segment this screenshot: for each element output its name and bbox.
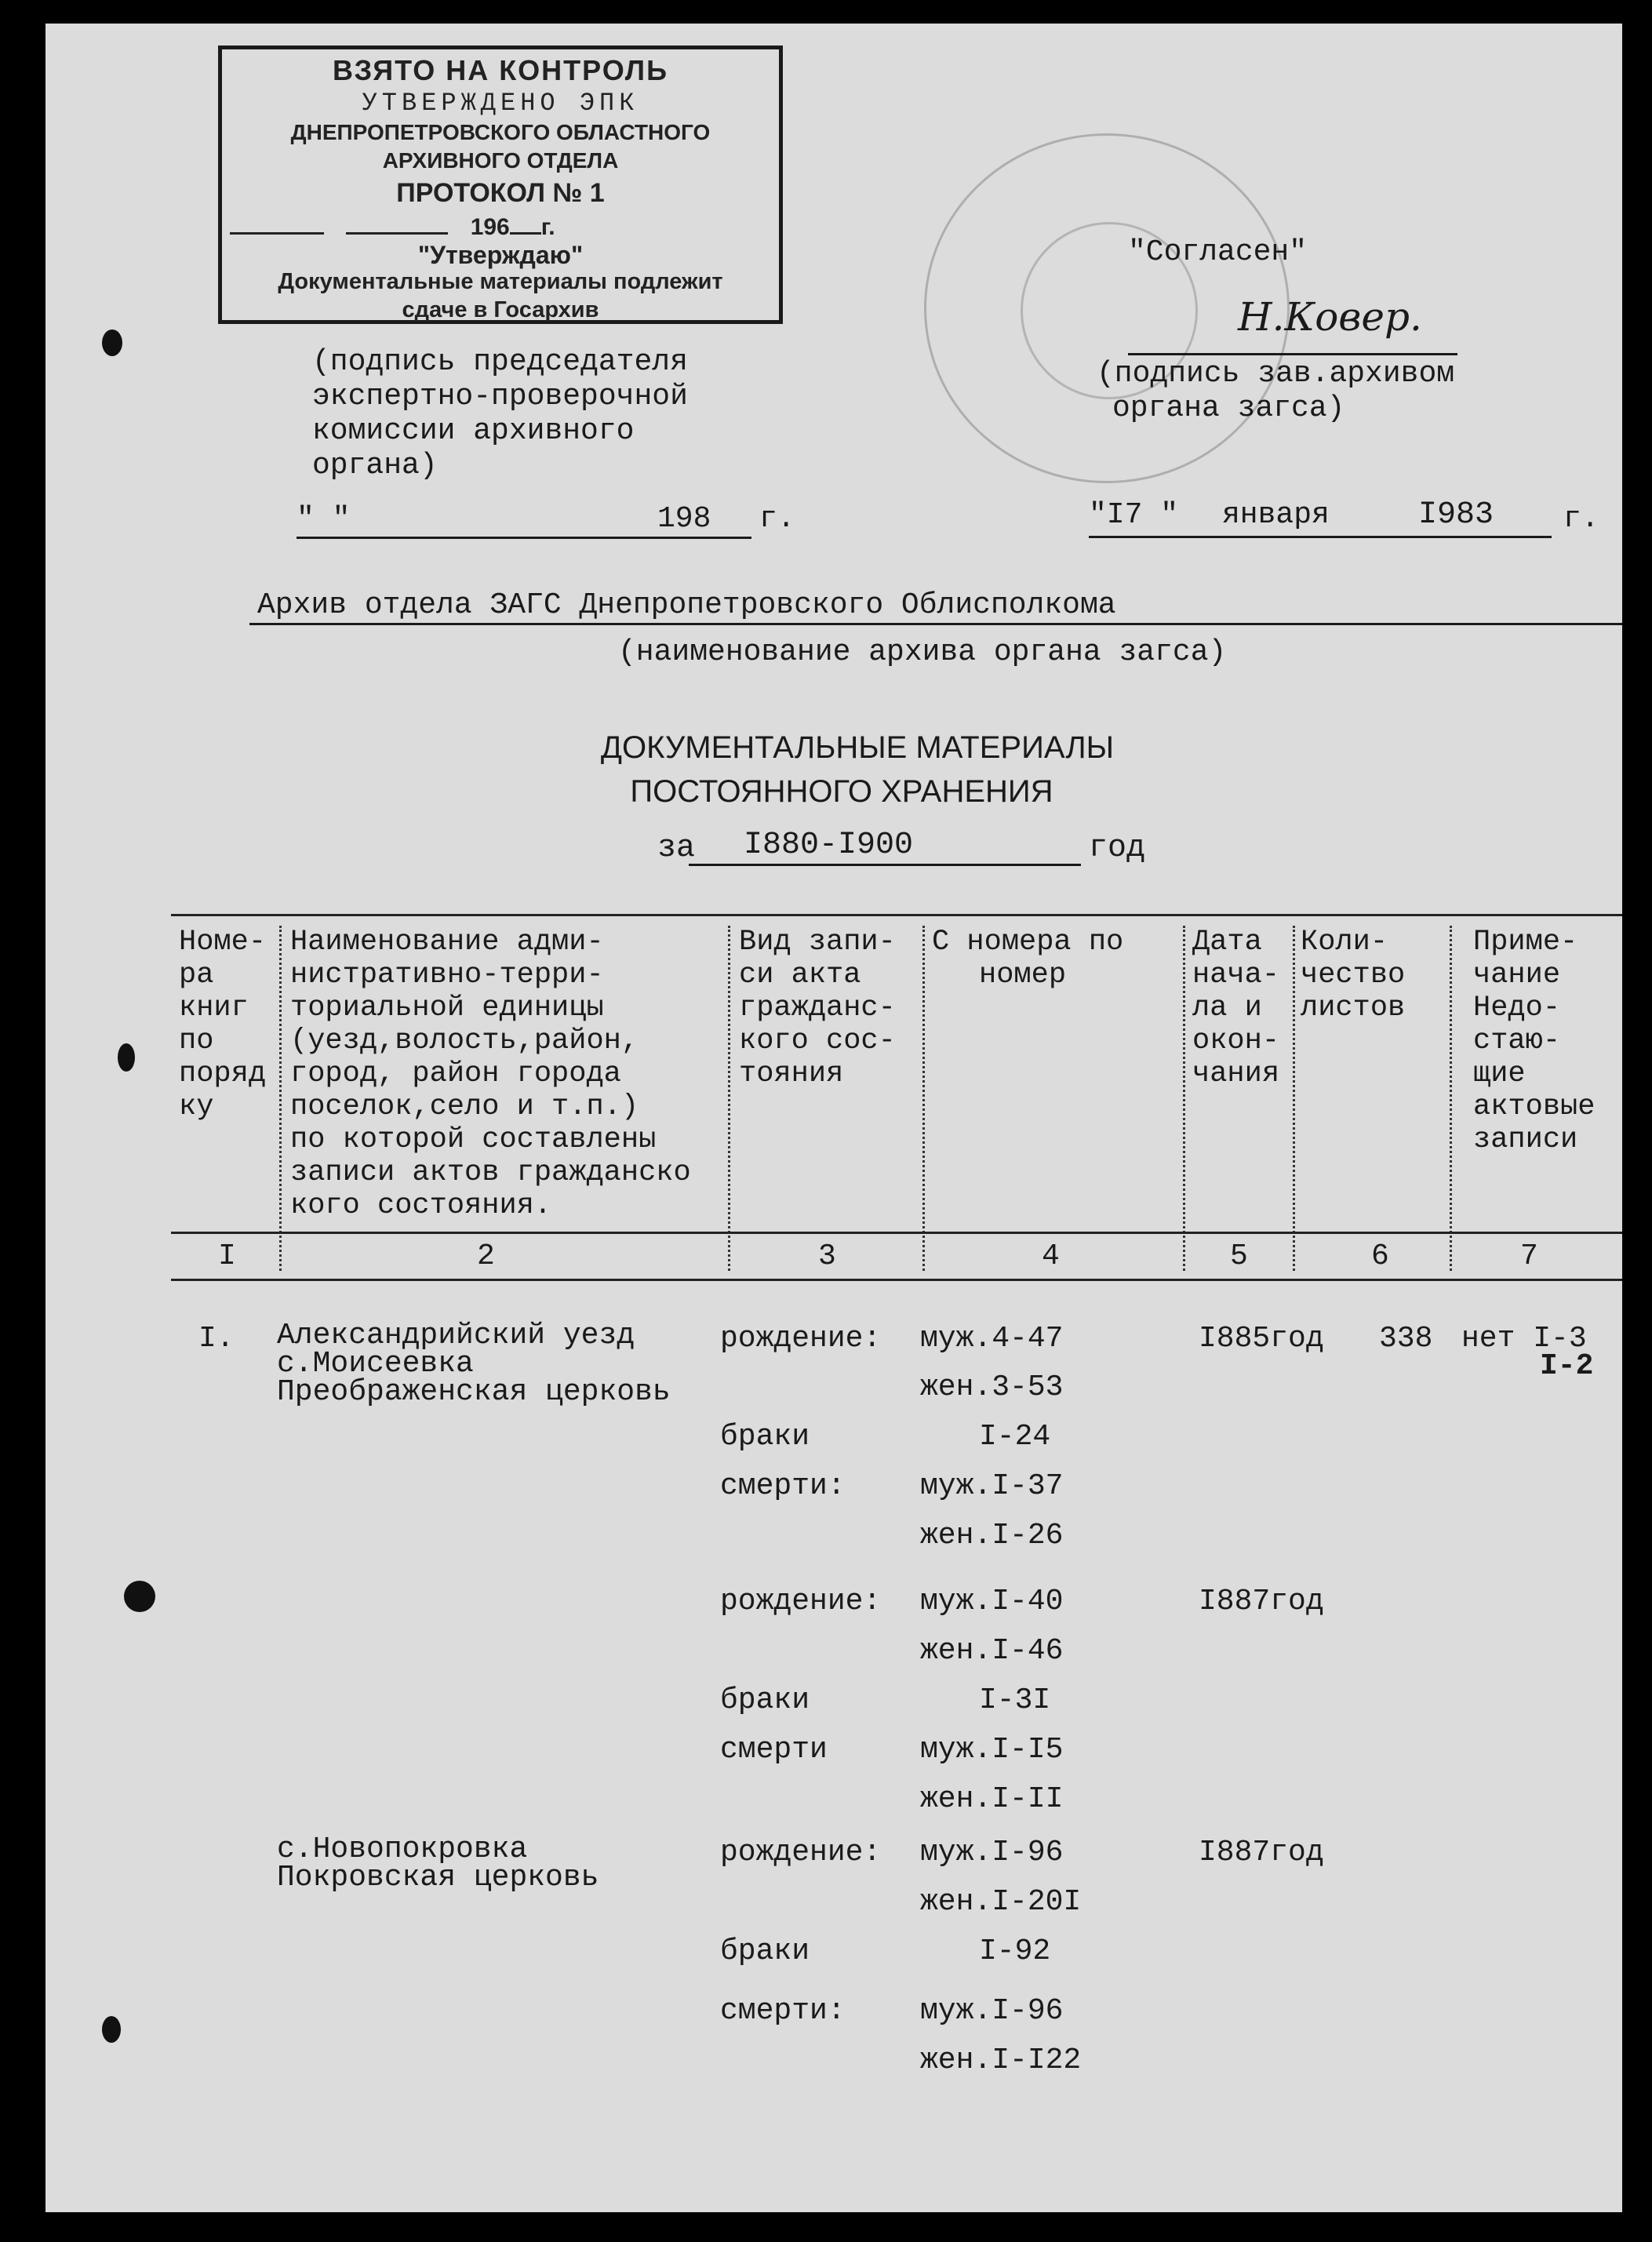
col-number: 3 bbox=[818, 1239, 836, 1273]
header-sheet-count: Коли- чество листов bbox=[1301, 926, 1406, 1025]
stamp-line-dept: АРХИВНОГО ОТДЕЛА bbox=[382, 148, 619, 173]
record-date: I887год bbox=[1199, 1836, 1324, 1869]
archive-head-caption: (подпись зав.архивом органа загса) bbox=[1097, 357, 1455, 425]
col-number: 5 bbox=[1230, 1239, 1248, 1273]
stamp-line-materials: Документальные материалы подлежит bbox=[278, 269, 723, 294]
record-range: I-3I bbox=[979, 1683, 1051, 1717]
record-range: жен.I-I22 bbox=[920, 2044, 1082, 2077]
column-separator bbox=[279, 926, 282, 1271]
stamp-date-line: 196 г. bbox=[230, 214, 787, 241]
column-separator bbox=[922, 926, 925, 1271]
binding-hole bbox=[102, 2016, 121, 2043]
record-range: муж.4-47 bbox=[920, 1322, 1064, 1356]
header-book-number: Номе- ра книг по поряд ку bbox=[179, 926, 267, 1123]
record-kind: браки bbox=[720, 1420, 810, 1454]
record-kind: смерти: bbox=[720, 1469, 846, 1503]
document-page bbox=[45, 24, 1622, 2212]
document-title: ДОКУМЕНТАЛЬНЫЕ МАТЕРИАЛЫ ПОСТОЯННОГО ХРАНЕНИЯ bbox=[600, 730, 1115, 809]
record-range: жен.3-53 bbox=[920, 1370, 1064, 1404]
record-kind: рождение: bbox=[720, 1585, 882, 1618]
binding-hole bbox=[118, 1043, 135, 1072]
record-kind: смерти: bbox=[720, 1994, 846, 2028]
binding-hole bbox=[102, 329, 122, 356]
signature-line bbox=[1128, 353, 1457, 355]
record-range: жен.I-26 bbox=[920, 1519, 1064, 1552]
stamp-line-transfer: сдаче в Госархив bbox=[402, 297, 599, 322]
row-number: I. bbox=[198, 1322, 235, 1356]
period-value: I880-I900 bbox=[689, 825, 1081, 866]
record-range: муж.I-40 bbox=[920, 1585, 1064, 1618]
record-date: I885год bbox=[1199, 1322, 1324, 1356]
header-number-range: С номера по номер bbox=[932, 926, 1124, 992]
archive-head-signature: Н.Ковер. bbox=[1238, 294, 1422, 340]
missing-records-extra: I-2 bbox=[1540, 1349, 1594, 1383]
archive-name-caption: (наименование архива органа загса) bbox=[618, 635, 1227, 669]
col-number: 4 bbox=[1042, 1239, 1060, 1273]
chairman-signature-caption: (подпись председателя экспертно-проверочной комиссии архивного органа) bbox=[312, 345, 688, 482]
column-separator bbox=[1293, 926, 1295, 1271]
record-range: муж.I-37 bbox=[920, 1469, 1064, 1503]
col-number-rule bbox=[171, 1279, 1622, 1281]
column-separator bbox=[1183, 926, 1185, 1271]
stamp-line-region: ДНЕПРОПЕТРОВСКОГО ОБЛАСТНОГО bbox=[290, 120, 711, 144]
record-date: I887год bbox=[1199, 1585, 1324, 1618]
column-separator bbox=[728, 926, 730, 1271]
record-range: муж.I-96 bbox=[920, 1994, 1064, 2028]
record-kind: смерти bbox=[720, 1733, 828, 1767]
sheet-count: 338 bbox=[1379, 1322, 1433, 1356]
missing-records: нет I-3 bbox=[1461, 1322, 1587, 1356]
col-number: 2 bbox=[477, 1239, 495, 1273]
col-number: 6 bbox=[1371, 1239, 1389, 1273]
stamp-line-protocol: ПРОТОКОЛ № 1 bbox=[396, 178, 605, 208]
archive-name: Архив отдела ЗАГС Днепропетровского Облисполкома bbox=[257, 588, 1116, 622]
place-novopokrovka: с.Новопокровка Покровская церковь bbox=[277, 1833, 599, 1894]
agreed-label: "Согласен" bbox=[1128, 235, 1308, 269]
header-notes: Приме- чание Недо- стаю- щие актовые записи bbox=[1473, 926, 1596, 1156]
record-kind: рождение: bbox=[720, 1322, 882, 1356]
table-top-rule bbox=[171, 914, 1622, 916]
stamp-line-approve: "Утверждаю" bbox=[417, 241, 584, 269]
header-bottom-rule bbox=[171, 1232, 1622, 1234]
place-moiseevka: Александрийский уезд с.Моисеевка Преображенская церковь bbox=[277, 1319, 671, 1409]
record-kind: рождение: bbox=[720, 1836, 882, 1869]
column-separator bbox=[1450, 926, 1452, 1271]
left-date-g: г. bbox=[759, 502, 795, 536]
record-range: муж.I-I5 bbox=[920, 1733, 1064, 1767]
col-number: I bbox=[218, 1239, 236, 1273]
record-range: жен.I-II bbox=[920, 1782, 1064, 1816]
period-za: за bbox=[657, 831, 696, 866]
left-date-line: " " 198 bbox=[297, 502, 751, 539]
header-admin-unit: Наименование адми- нистративно-терри- ториальной единицы (уезд,волость,район, город, район города поселок,село и т.п.) по которой составлены записи актов гражданско кого состояния. bbox=[290, 926, 691, 1222]
col-number: 7 bbox=[1520, 1239, 1538, 1273]
stamp-line-approved: УТВЕРЖДЕНО ЭПК bbox=[362, 89, 639, 118]
stamp-line-control: ВЗЯТО НА КОНТРОЛЬ bbox=[333, 54, 668, 86]
header-record-type: Вид запи- си акта гражданс- кого сос- тояния bbox=[739, 926, 896, 1090]
record-range: I-92 bbox=[979, 1934, 1051, 1968]
period-god: год bbox=[1089, 831, 1146, 866]
right-date-g: г. bbox=[1563, 502, 1599, 536]
record-range: жен.I-46 bbox=[920, 1634, 1064, 1668]
right-date-line: "I7 " января I983 bbox=[1089, 498, 1552, 538]
record-range: жен.I-20I bbox=[920, 1885, 1082, 1919]
record-range: I-24 bbox=[979, 1420, 1051, 1454]
round-seal bbox=[924, 133, 1290, 483]
header-dates: Дата нача- ла и окон- чания bbox=[1192, 926, 1280, 1090]
record-kind: браки bbox=[720, 1683, 810, 1717]
record-range: муж.I-96 bbox=[920, 1836, 1064, 1869]
archive-name-line bbox=[249, 623, 1622, 625]
approval-stamp bbox=[218, 45, 783, 324]
record-kind: браки bbox=[720, 1934, 810, 1968]
binding-hole bbox=[124, 1581, 155, 1612]
